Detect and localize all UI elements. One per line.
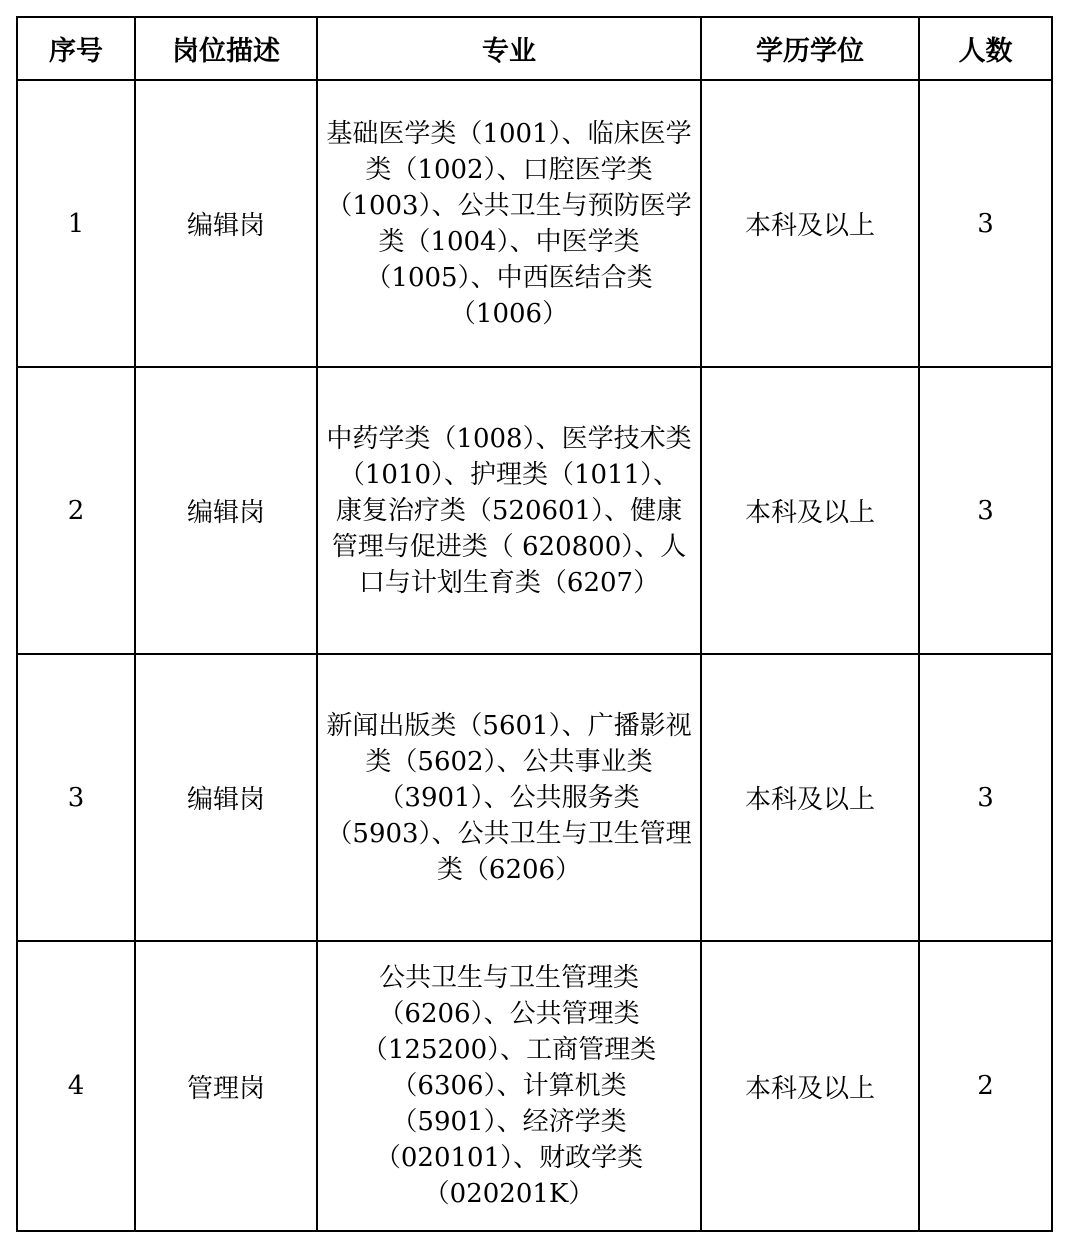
cell-education: 本科及以上 — [701, 80, 919, 367]
cell-count: 3 — [919, 654, 1052, 941]
major-text: 新闻出版类（5601）、广播影视类（5602）、公共事业类（3901）、公共服务类（5903）、公共卫生与卫生管理类（6206） — [326, 710, 692, 885]
major-text: 基础医学类（1001）、临床医学类（1002）、口腔医学类（1003）、公共卫生与预防医学类（1004）、中医学类（1005）、中西医结合类（1006） — [326, 118, 692, 329]
header-row — [17, 17, 1052, 80]
table-row — [17, 367, 1052, 654]
cell-count: 2 — [919, 941, 1052, 1231]
cell-education: 本科及以上 — [701, 367, 919, 654]
cell-count: 3 — [919, 80, 1052, 367]
cell-position: 管理岗 — [135, 941, 317, 1231]
cell-education: 本科及以上 — [701, 941, 919, 1231]
header-position: 岗位描述 — [135, 17, 317, 80]
header-no: 序号 — [17, 17, 135, 80]
table-row — [17, 80, 1052, 367]
cell-major — [317, 367, 701, 654]
header-education: 学历学位 — [701, 17, 919, 80]
cell-education: 本科及以上 — [701, 654, 919, 941]
cell-major — [317, 80, 701, 367]
header-major: 专业 — [317, 17, 701, 80]
cell-count: 3 — [919, 367, 1052, 654]
major-text: 公共卫生与卫生管理类（6206）、公共管理类（125200）、工商管理类（6306）、计算机类（5901）、经济学类（020101）、财政学类（020201K） — [361, 963, 657, 1209]
cell-no: 3 — [17, 654, 135, 941]
cell-position: 编辑岗 — [135, 654, 317, 941]
job-table — [16, 16, 1053, 1232]
cell-position: 编辑岗 — [135, 367, 317, 654]
table-row — [17, 654, 1052, 941]
cell-major — [317, 654, 701, 941]
header-count: 人数 — [919, 17, 1052, 80]
cell-major — [317, 941, 701, 1231]
cell-no: 1 — [17, 80, 135, 367]
cell-no: 4 — [17, 941, 135, 1231]
cell-position: 编辑岗 — [135, 80, 317, 367]
table-row — [17, 941, 1052, 1231]
major-text: 中药学类（1008）、医学技术类（1010）、护理类（1011）、康复治疗类（520601）、健康管理与促进类（ 620800）、人口与计划生育类（6207） — [326, 423, 692, 598]
cell-no: 2 — [17, 367, 135, 654]
